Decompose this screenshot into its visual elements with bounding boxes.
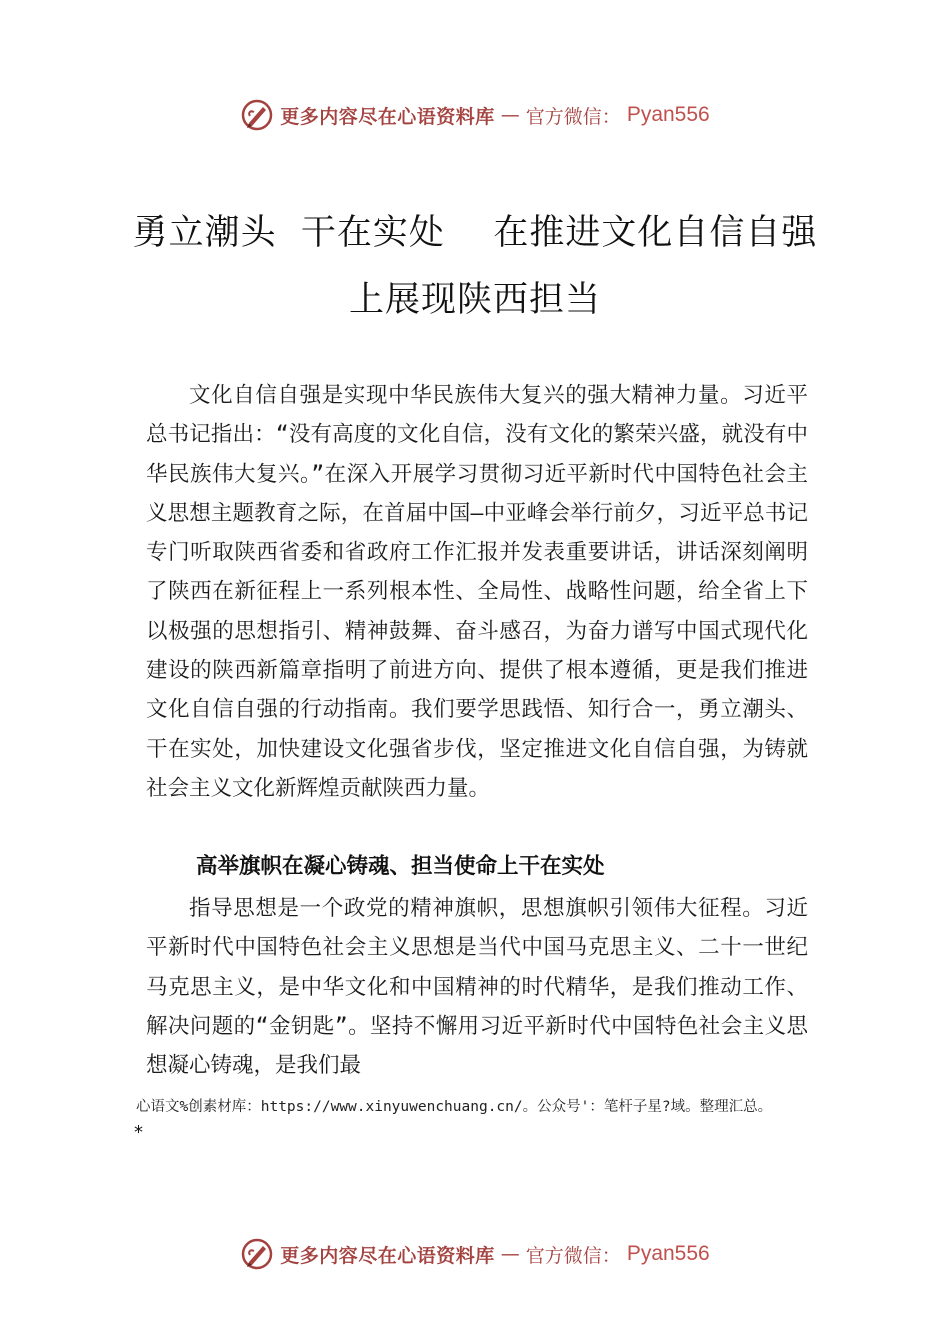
pen-circle-icon xyxy=(240,1237,274,1271)
watermark-dash: — xyxy=(500,1243,520,1265)
watermark-wechat-id: Pyan556 xyxy=(626,1242,710,1265)
body-paragraph-2: 指导思想是一个政党的精神旗帜，思想旗帜引领伟大征程。习近平新时代中国特色社会主义思想是当代中国马克思主义、二十一世纪马克思主义，是中华文化和中国精神的时代精华，是我们推动工作、解决问题的“金钥匙”。坚持不懈用习近平新时代中国特色社会主义思想凝心铸魂，是我们最 xyxy=(146,896,808,1079)
document-title-line-1: 勇立潮头 干在实处 在推进文化自信自强 xyxy=(132,213,818,253)
pen-circle-icon xyxy=(240,98,274,132)
watermark-brand-text: 更多内容尽在心语资料库 xyxy=(280,1244,495,1267)
section-subheading: 高举旗帜在凝心铸魂、担当使命上干在实处 xyxy=(196,854,605,879)
watermark-footer xyxy=(0,1234,950,1274)
watermark-wechat-id: Pyan556 xyxy=(626,103,710,126)
watermark-dash: — xyxy=(500,104,520,126)
body-paragraph-1: 文化自信自强是实现中华民族伟大复兴的强大精神力量。习近平总书记指出：“没有高度的文化自信，没有文化的繁荣兴盛，就没有中华民族伟大复兴。”在深入开展学习贯彻习近平新时代中国特色社会主义思想主题教育之际，在首届中国—中亚峰会举行前夕，习近平总书记专门听取陕西省委和省政府工作汇报并发表重要讲话，讲话深刻阐明了陕西在新征程上一系列根本性、全局性、战略性问题，给全省上下以极强的思想指引、精神鼓舞、奋斗感召，为奋力谱写中国式现代化建设的陕西新篇章指明了前进方向、提供了根本遵循，更是我们推进文化自信自强的行动指南。我们要学思践悟、知行合一，勇立潮头、干在实处，加快建设文化强省步伐，坚定推进文化自信自强，为铸就社会主义文化新辉煌贡献陕西力量。 xyxy=(146,383,808,801)
watermark-label: 官方微信： xyxy=(525,105,621,128)
watermark-header xyxy=(0,95,950,135)
footnote-asterisk: * xyxy=(134,1122,143,1143)
document-title-line-2: 上展现陕西担当 xyxy=(348,280,601,320)
watermark-label: 官方微信： xyxy=(525,1244,621,1267)
source-footnote: 心语文%创素材库：https://www.xinyuwenchuang.cn/。公众号'：笔杆子星?域。整理汇总。 xyxy=(136,1099,773,1115)
watermark-brand-text: 更多内容尽在心语资料库 xyxy=(280,105,495,128)
